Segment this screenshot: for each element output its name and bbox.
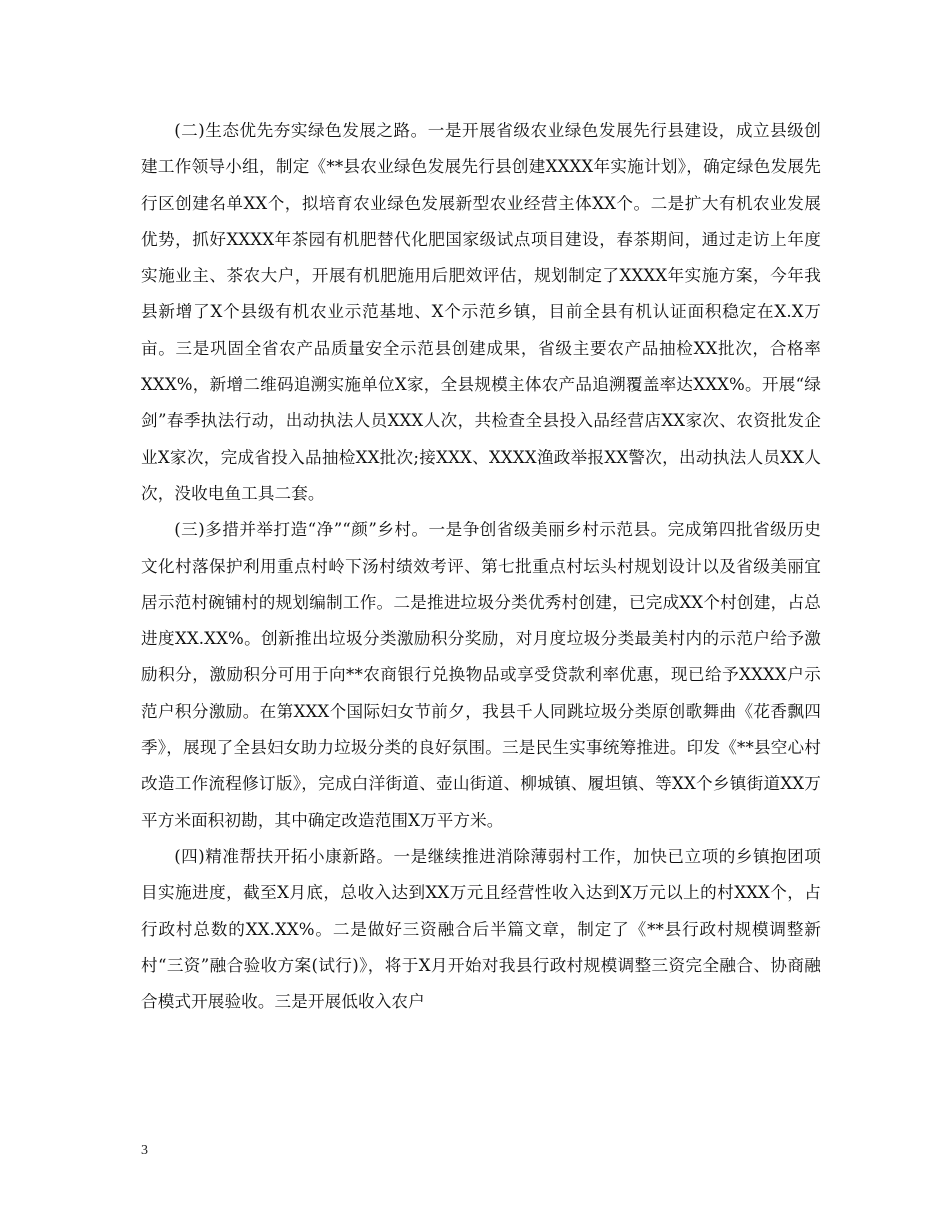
paragraph-poverty-relief: (四)精准帮扶开拓小康新路。一是继续推进消除薄弱村工作，加快已立项的乡镇抱团项目实施进度，截至X月底，总收入达到XX万元且经营性收入达到X万元以上的村XXX个，占行政村总数的XX.XX%。二是做好三资融合后半篇文章，制定了《**县行政村规模调整新村“三资”融合验收方案(试行)》，将于X月开始对我县行政村规模调整三资完全融合、协商融合模式开展验收。三是开展低收入农户: [141, 846, 821, 1012]
paragraph-ecology: (二)生态优先夯实绿色发展之路。一是开展省级农业绿色发展先行县建设，成立县级创建工作领导小组，制定《**县农业绿色发展先行县创建XXXX年实施计划》，确定绿色发展先行区创建名单XX个，拟培育农业绿色发展新型农业经营主体XX个。二是扩大有机农业发展优势，抓好XXXX年茶园有机肥替代化肥国家级试点项目建设，春茶期间，通过走访上年度实施业主、茶农大户，开展有机肥施用后肥效评估，规划制定了XXXX年实施方案，今年我县新增了X个县级有机农业示范基地、X个示范乡镇，目前全县有机认证面积稳定在X.X万亩。三是巩固全省农产品质量安全示范县创建成果，省级主要农产品抽检XX批次，合格率XXX%，新增二维码追溯实施单位X家，全县规模主体农产品追溯覆盖率达XXX%。开展“绿剑”春季执法行动，出动执法人员XXX人次，共检查全县投入品经营店XX家次、农资批发企业X家次，完成省投入品抽检XX批次;接XXX、XXXX渔政举报XX警次，出动执法人员XX人次，没收电鱼工具二套。: [141, 121, 821, 503]
page-number: 3: [141, 1143, 148, 1158]
paragraph-village: (三)多措并举打造“净”“颜”乡村。一是争创省级美丽乡村示范县。完成第四批省级历史文化村落保护利用重点村岭下汤村绩效考评、第七批重点村坛头村规划设计以及省级美丽宜居示范村碗铺村的规划编制工作。二是推进垃圾分类优秀村创建，已完成XX个村创建，占总进度XX.XX%。创新推出垃圾分类激励积分奖励，对月度垃圾分类最美村内的示范户给予激励积分，激励积分可用于向**农商银行兑换物品或享受贷款利率优惠，现已给予XXXX户示范户积分激励。在第XXX个国际妇女节前夕，我县千人同跳垃圾分类原创歌舞曲《花香飘四季》，展现了全县妇女助力垃圾分类的良好氛围。三是民生实事统筹推进。印发《**县空心村改造工作流程修订版》，完成白洋街道、壶山街道、柳城镇、履坦镇、等XX个乡镇街道XX万平方米面积初勘，其中确定改造范围X万平方米。: [141, 520, 821, 830]
document-body: [141, 113, 821, 1020]
